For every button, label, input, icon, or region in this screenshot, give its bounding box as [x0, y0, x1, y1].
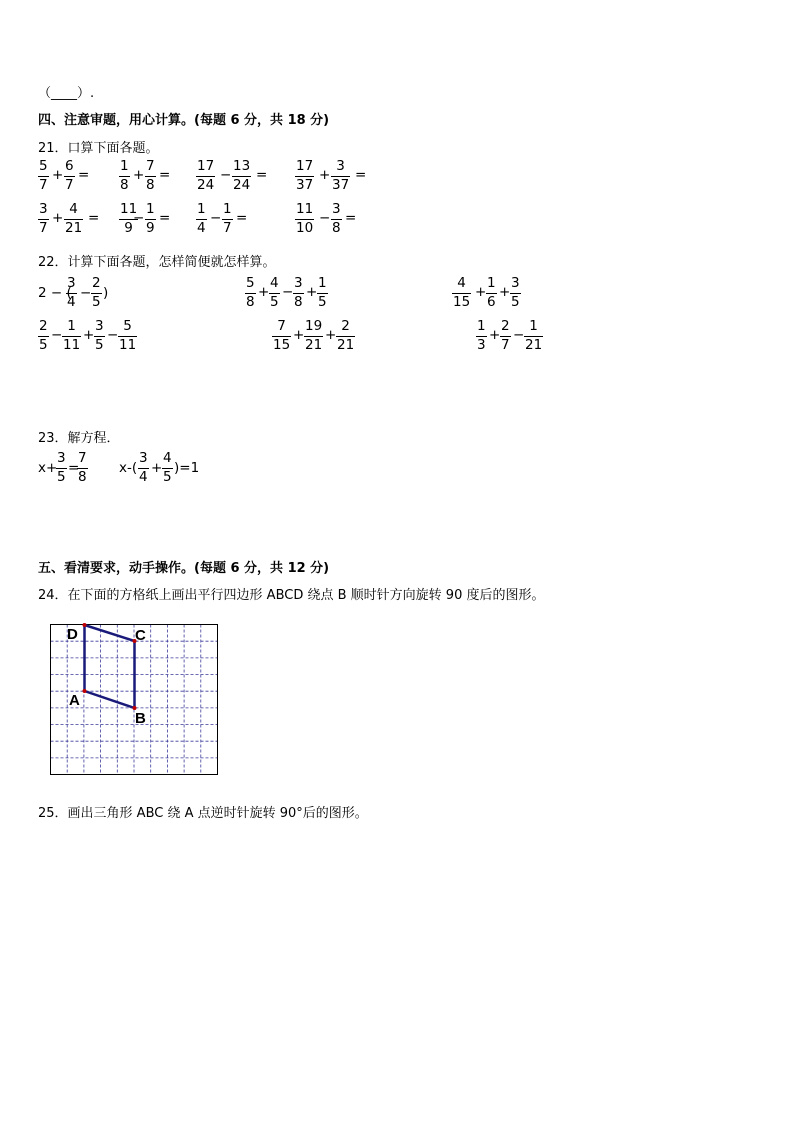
q22-e4-operator-3: − — [107, 327, 119, 343]
q21-item-0-first-fraction — [38, 160, 49, 192]
q21-item-7-equals: = — [345, 210, 357, 226]
q21-item-2-second-fraction — [232, 160, 251, 192]
numerator: 2 — [500, 320, 511, 337]
denominator: 11 — [119, 336, 137, 353]
denominator: 21 — [525, 336, 543, 353]
q22-e4-fraction-2 — [62, 320, 81, 352]
numerator: 7 — [272, 320, 291, 337]
q24-label: 24．在下面的方格纸上画出平行四边形 ABCD 绕点 B 顺时针方向旋转 90 度后的图形。 — [38, 588, 545, 603]
label-a: A — [69, 692, 80, 709]
numerator: 6 — [64, 160, 75, 177]
q21-item-0-operator: + — [52, 167, 64, 183]
denominator: 5 — [92, 293, 101, 310]
numerator: 17 — [196, 160, 215, 177]
numerator: 1 — [119, 160, 130, 177]
q22-e2-fraction-1 — [245, 277, 256, 309]
numerator: 3 — [38, 203, 49, 220]
denominator: 9 — [124, 219, 133, 236]
parallelogram-abcd — [85, 625, 135, 708]
denominator: 37 — [332, 176, 350, 193]
vertex-a — [83, 689, 87, 693]
q22-e1-fraction-1 — [66, 277, 77, 309]
numerator: 5 — [118, 320, 137, 337]
denominator: 15 — [453, 293, 471, 310]
numerator: 7 — [77, 452, 88, 469]
q21-item-4-second-fraction — [64, 203, 83, 235]
q22-e6-fraction-1 — [476, 320, 487, 352]
numerator: 4 — [162, 452, 173, 469]
q23-eq2-tail: )=1 — [174, 460, 200, 476]
numerator: 3 — [331, 160, 350, 177]
q22-e6-fraction-3 — [524, 320, 543, 352]
q21-item-7-second-fraction — [331, 203, 342, 235]
numerator: 1 — [222, 203, 233, 220]
denominator: 8 — [294, 293, 303, 310]
section-4-title: 四、注意审题，用心计算。(每题 6 分，共 18 分) — [38, 113, 330, 128]
denominator: 8 — [120, 176, 129, 193]
q21-item-6-first-fraction — [196, 203, 207, 235]
denominator: 5 — [39, 336, 48, 353]
numerator: 3 — [66, 277, 77, 294]
q23-eq2-fraction-1 — [138, 452, 149, 484]
vertex-d — [83, 623, 87, 627]
q22-e3-operator-2: + — [499, 284, 511, 300]
numerator: 13 — [232, 160, 251, 177]
numerator: 2 — [336, 320, 355, 337]
numerator: 5 — [38, 160, 49, 177]
denominator: 4 — [197, 219, 206, 236]
denominator: 21 — [305, 336, 323, 353]
label-b: B — [135, 710, 146, 727]
q22-e2-operator-1: + — [258, 284, 270, 300]
numerator: 19 — [304, 320, 323, 337]
denominator: 11 — [63, 336, 81, 353]
denominator: 24 — [233, 176, 251, 193]
q23-eq2-operator: + — [151, 460, 163, 476]
q21-item-1-operator: + — [133, 167, 145, 183]
numerator: 1 — [145, 203, 156, 220]
numerator: 1 — [196, 203, 207, 220]
numerator: 2 — [38, 320, 49, 337]
q21-item-1-first-fraction — [119, 160, 130, 192]
denominator: 15 — [273, 336, 291, 353]
denominator: 7 — [39, 176, 48, 193]
denominator: 10 — [296, 219, 314, 236]
q21-item-4-operator: + — [52, 210, 64, 226]
q21-item-1-equals: = — [159, 167, 171, 183]
q21-item-3-first-fraction — [295, 160, 314, 192]
grid-figure — [45, 618, 225, 778]
denominator: 7 — [39, 219, 48, 236]
q23-eq1-fraction-2 — [77, 452, 88, 484]
q22-label: 22．计算下面各题，怎样简便就怎样算。 — [38, 255, 276, 270]
label-d: D — [67, 626, 78, 643]
q22-e5-operator-2: + — [325, 327, 337, 343]
q21-item-5-equals: = — [159, 210, 171, 226]
q22-e2-fraction-2 — [269, 277, 280, 309]
q22-e1-lead: 2 − ( — [38, 285, 72, 301]
q21-item-2-equals: = — [256, 167, 268, 183]
q22-e2-operator-2: − — [282, 284, 294, 300]
numerator: 5 — [245, 277, 256, 294]
numerator: 1 — [524, 320, 543, 337]
q22-e4-operator-2: + — [83, 327, 95, 343]
numerator: 1 — [486, 277, 497, 294]
denominator: 4 — [67, 293, 76, 310]
denominator: 5 — [163, 468, 172, 485]
denominator: 7 — [501, 336, 510, 353]
denominator: 8 — [78, 468, 87, 485]
denominator: 7 — [223, 219, 232, 236]
numerator: 3 — [293, 277, 304, 294]
q21-item-6-equals: = — [236, 210, 248, 226]
q22-e2-operator-3: + — [306, 284, 318, 300]
q22-e3-fraction-1 — [452, 277, 471, 309]
q21-item-1-second-fraction — [145, 160, 156, 192]
q21-item-4-equals: = — [88, 210, 100, 226]
q23-label: 23．解方程． — [38, 431, 120, 446]
q23-eq2-lead: x-( — [119, 460, 138, 476]
q22-e6-fraction-2 — [500, 320, 511, 352]
q22-e6-operator-2: − — [513, 327, 525, 343]
q23-eq1-fraction-1 — [56, 452, 67, 484]
denominator: 37 — [296, 176, 314, 193]
q22-e4-fraction-3 — [94, 320, 105, 352]
numerator: 1 — [62, 320, 81, 337]
q22-e4-operator-1: − — [51, 327, 63, 343]
numerator: 17 — [295, 160, 314, 177]
denominator: 8 — [246, 293, 255, 310]
q22-e3-fraction-2 — [486, 277, 497, 309]
q22-e5-fraction-1 — [272, 320, 291, 352]
q21-item-2-first-fraction — [196, 160, 215, 192]
denominator: 5 — [95, 336, 104, 353]
numerator: 1 — [317, 277, 328, 294]
numerator: 3 — [94, 320, 105, 337]
denominator: 5 — [318, 293, 327, 310]
q21-item-4-first-fraction — [38, 203, 49, 235]
numerator: 11 — [295, 203, 314, 220]
numerator: 1 — [476, 320, 487, 337]
q21-item-6-second-fraction — [222, 203, 233, 235]
q21-item-2-operator: − — [220, 167, 232, 183]
q22-e5-operator-1: + — [293, 327, 305, 343]
numerator: 11 — [119, 203, 138, 220]
q22-e4-fraction-1 — [38, 320, 49, 352]
q22-e4-fraction-4 — [118, 320, 137, 352]
q21-item-3-equals: = — [355, 167, 367, 183]
q21-item-0-equals: = — [78, 167, 90, 183]
q21-label: 21．口算下面各题。 — [38, 141, 159, 156]
q21-item-7-first-fraction — [295, 203, 314, 235]
numerator: 4 — [64, 203, 83, 220]
q22-e1-operator: − — [80, 285, 92, 301]
numerator: 7 — [145, 160, 156, 177]
q21-item-0-second-fraction — [64, 160, 75, 192]
q22-e6-operator-1: + — [489, 327, 501, 343]
answer-blank: （____）. — [38, 86, 95, 101]
q22-e1-fraction-2 — [91, 277, 102, 309]
q23-eq1-lead: x+ — [38, 460, 58, 476]
denominator: 21 — [65, 219, 83, 236]
numerator: 3 — [331, 203, 342, 220]
denominator: 4 — [139, 468, 148, 485]
denominator: 8 — [146, 176, 155, 193]
q22-e1-close: ) — [103, 285, 109, 301]
q22-e5-fraction-3 — [336, 320, 355, 352]
denominator: 6 — [487, 293, 496, 310]
numerator: 3 — [510, 277, 521, 294]
numerator: 4 — [452, 277, 471, 294]
q21-item-6-operator: − — [210, 210, 222, 226]
q21-item-5-operator: − — [133, 210, 145, 226]
numerator: 3 — [56, 452, 67, 469]
denominator: 8 — [332, 219, 341, 236]
section-5-title: 五、看清要求，动手操作。(每题 6 分，共 12 分) — [38, 561, 330, 576]
numerator: 2 — [91, 277, 102, 294]
denominator: 3 — [477, 336, 486, 353]
denominator: 9 — [146, 219, 155, 236]
denominator: 5 — [270, 293, 279, 310]
q21-item-5-second-fraction — [145, 203, 156, 235]
denominator: 21 — [337, 336, 355, 353]
q23-eq2-fraction-2 — [162, 452, 173, 484]
denominator: 5 — [511, 293, 520, 310]
denominator: 24 — [197, 176, 215, 193]
q22-e5-fraction-2 — [304, 320, 323, 352]
denominator: 5 — [57, 468, 66, 485]
numerator: 4 — [269, 277, 280, 294]
q22-e2-fraction-3 — [293, 277, 304, 309]
q21-item-7-operator: − — [319, 210, 331, 226]
q21-item-3-operator: + — [319, 167, 331, 183]
q22-e3-fraction-3 — [510, 277, 521, 309]
q23-eq1-equals: = — [68, 460, 80, 476]
q21-item-3-second-fraction — [331, 160, 350, 192]
q25-label: 25．画出三角形 ABC 绕 A 点逆时针旋转 90°后的图形。 — [38, 806, 368, 821]
denominator: 7 — [65, 176, 74, 193]
numerator: 3 — [138, 452, 149, 469]
label-c: C — [135, 627, 146, 644]
q22-e3-operator-1: + — [475, 284, 487, 300]
q22-e2-fraction-4 — [317, 277, 328, 309]
